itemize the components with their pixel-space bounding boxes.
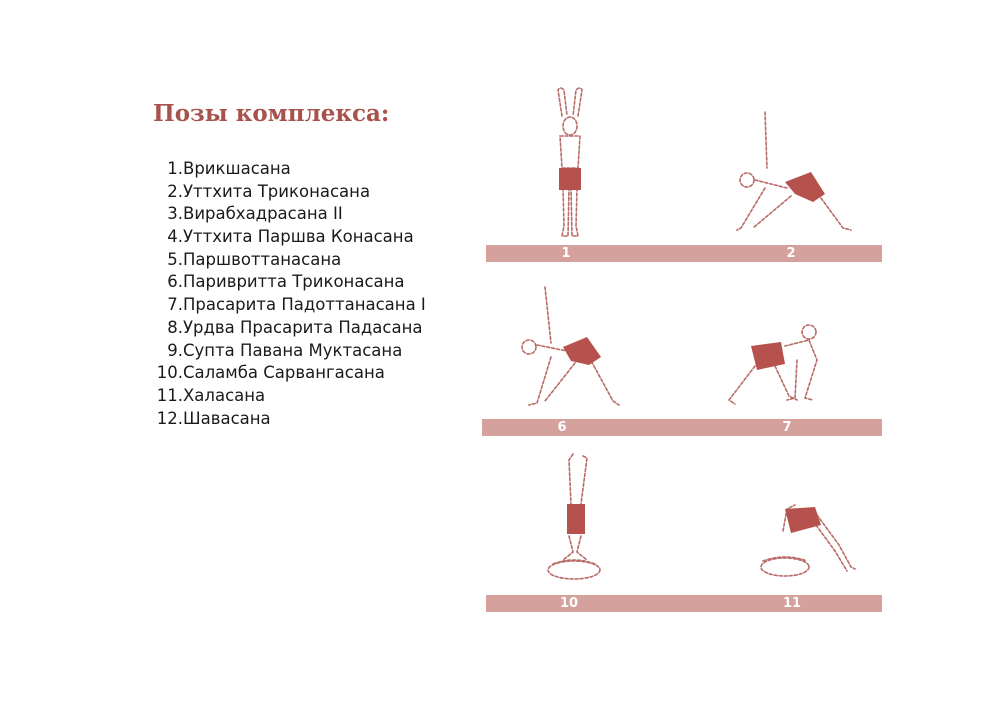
figure-number: 1 — [561, 246, 571, 261]
pose-name: Вирабхадрасана II — [183, 204, 343, 224]
pose-number: 2. — [167, 181, 183, 201]
figure-number: 10 — [559, 596, 579, 611]
list-item — [146, 340, 426, 363]
list-item — [146, 294, 426, 317]
figure-number: 11 — [782, 596, 802, 611]
pose-name: Супта Павана Муктасана — [183, 340, 403, 360]
pose-name: Шавасана — [183, 408, 271, 428]
pose-number: 4. — [167, 227, 183, 247]
pose-number: 6. — [167, 272, 183, 292]
list-item — [146, 317, 426, 340]
pose-number: 10. — [156, 363, 183, 383]
triangle-pose-icon — [735, 110, 855, 235]
list-item — [146, 385, 426, 408]
standing-arms-up-pose-icon — [540, 86, 600, 241]
list-item — [146, 362, 426, 385]
wide-leg-forward-bend-pose-icon — [725, 320, 850, 408]
list-item — [146, 249, 426, 272]
page-title: Позы комплекса: — [153, 100, 390, 127]
pose-list — [146, 158, 426, 430]
pose-name: Уттхита Паршва Конасана — [183, 227, 414, 247]
pose-name: Саламба Сарвангасана — [183, 363, 385, 383]
pose-name: Халасана — [183, 385, 266, 405]
pose-name: Паривритта Триконасана — [183, 272, 405, 292]
list-item — [146, 158, 426, 181]
list-item — [146, 181, 426, 204]
figure-label-band — [486, 245, 882, 262]
pose-number: 1. — [167, 159, 183, 178]
list-item — [146, 271, 426, 294]
pose-number: 5. — [167, 249, 183, 269]
revolved-triangle-pose-icon — [515, 283, 625, 408]
pose-name: Уттхита Триконасана — [183, 181, 371, 201]
figure-number: 7 — [782, 420, 792, 435]
figure-label-band — [486, 595, 882, 612]
pose-name: Паршвоттанасана — [183, 249, 342, 269]
pose-name: Врикшасана — [183, 159, 291, 178]
shoulder-stand-pose-icon — [543, 452, 605, 582]
pose-number: 9. — [167, 340, 183, 360]
pose-name: Урдва Прасарита Падасана — [183, 317, 423, 337]
figure-number: 2 — [786, 246, 796, 261]
list-item — [146, 203, 426, 226]
list-item — [146, 226, 426, 249]
figure-number: 6 — [557, 420, 567, 435]
pose-number: 3. — [167, 204, 183, 224]
pose-number: 7. — [167, 295, 183, 315]
pose-name: Прасарита Падоттанасана I — [183, 295, 426, 315]
list-item — [146, 408, 426, 431]
plough-pose-icon — [755, 495, 860, 580]
figure-label-band — [482, 419, 882, 436]
pose-number: 11. — [156, 385, 183, 405]
pose-number: 12. — [156, 408, 183, 428]
pose-number: 8. — [167, 317, 183, 337]
